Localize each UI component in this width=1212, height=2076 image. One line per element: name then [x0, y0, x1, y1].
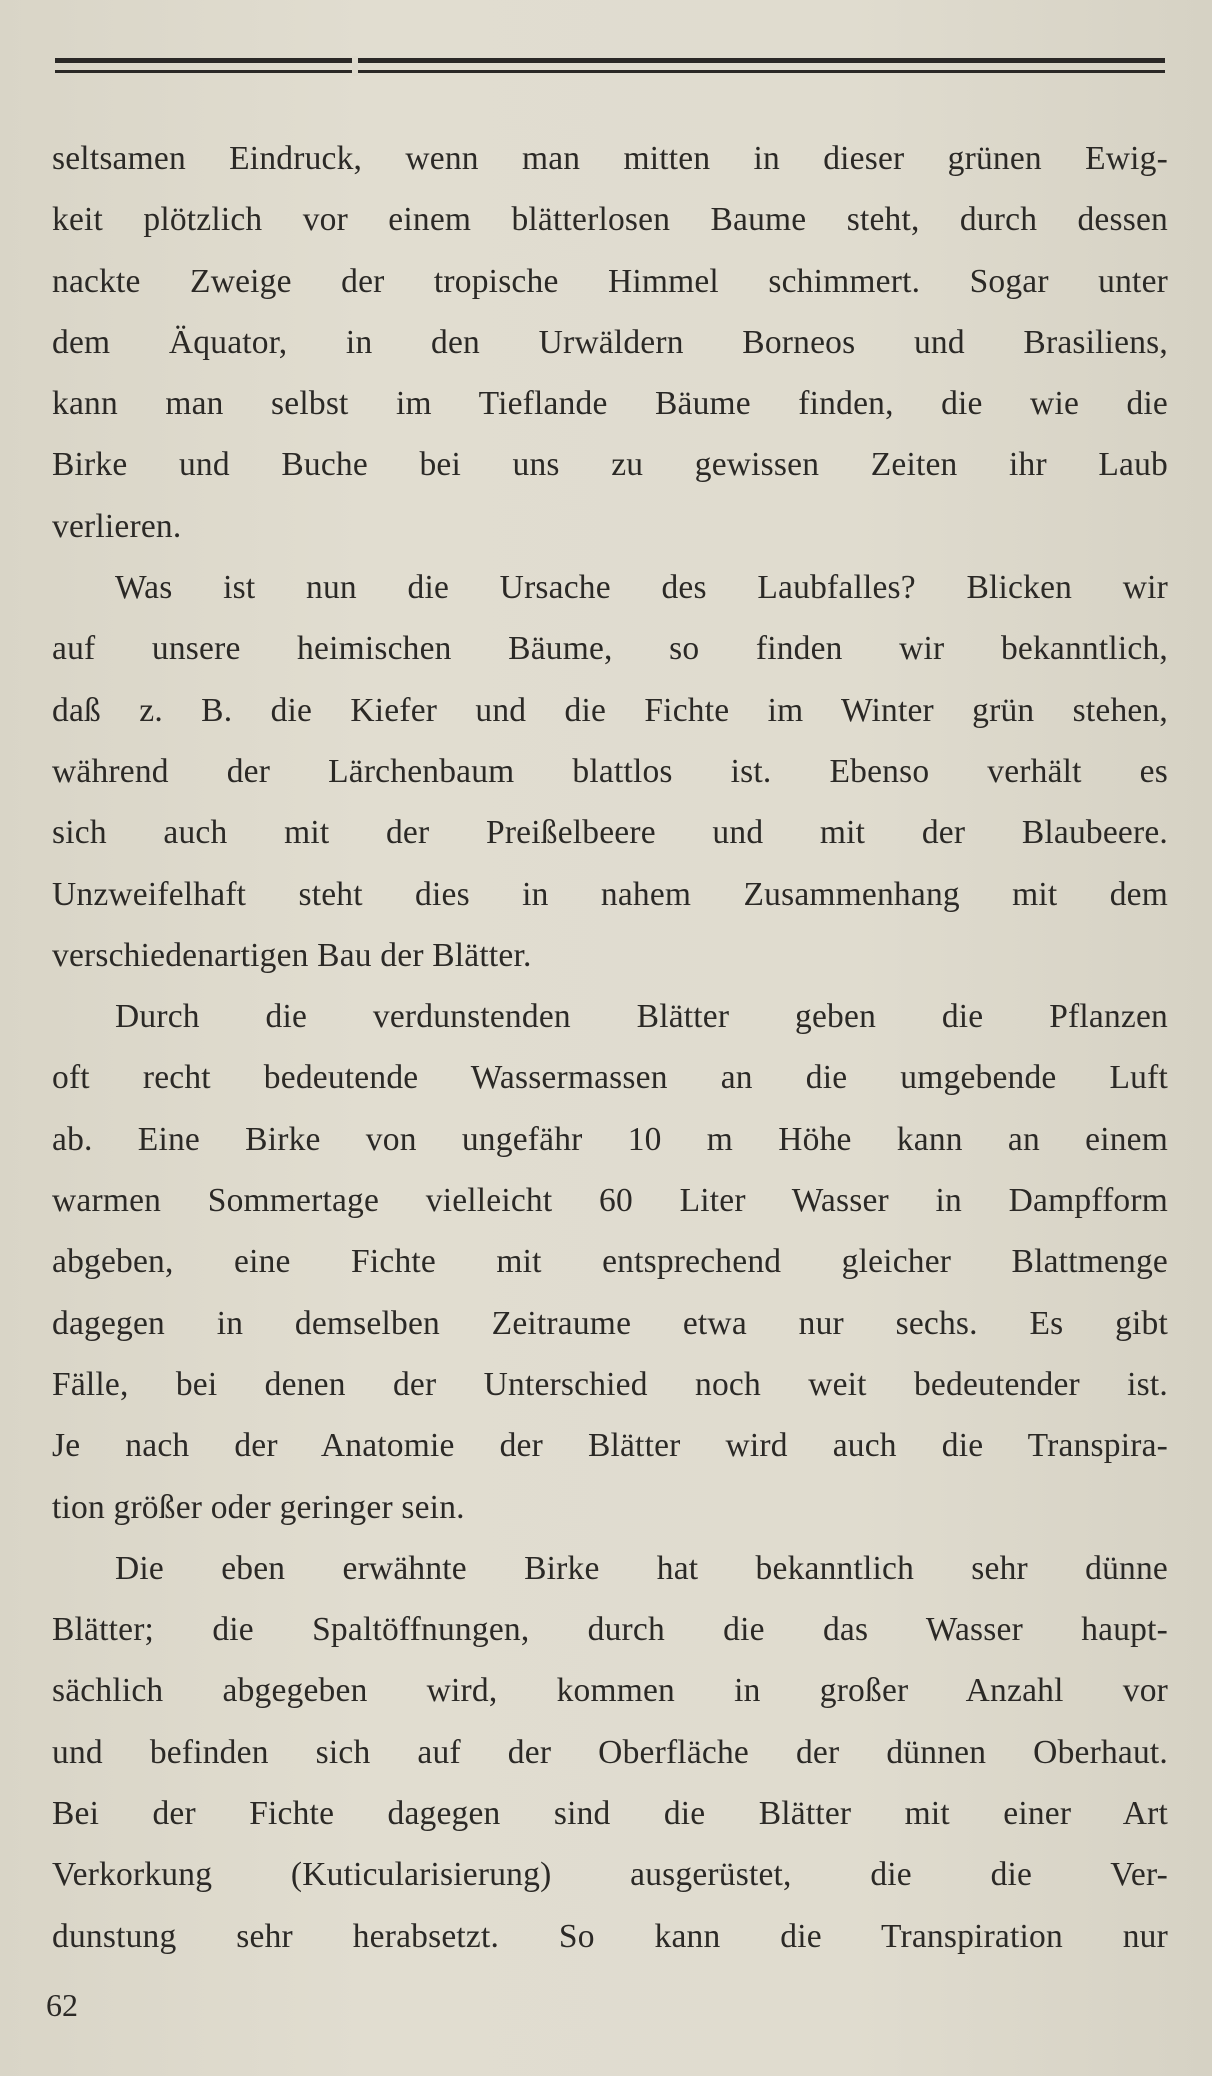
text-line: dunstung sehr herabsetzt. So kann die Transpiration nur [52, 1917, 1168, 1955]
text-line: abgeben, eine Fichte mit entsprechend gleicher Blattmenge [52, 1243, 1168, 1281]
text-line: Fälle, bei denen der Unterschied noch weit bedeutender ist. [52, 1365, 1168, 1403]
header-rule-top [55, 58, 1165, 63]
text-line: Bei der Fichte dagegen sind die Blätter mit einer Art [52, 1795, 1168, 1833]
header-rule-bottom [55, 70, 1165, 73]
text-line: seltsamen Eindruck, wenn man mitten in dieser grünen Ewig- [52, 140, 1168, 177]
text-line: dem Äquator, in den Urwäldern Borneos und Brasiliens, [52, 323, 1168, 361]
header-rule-gap [352, 56, 358, 76]
text-line: verschiedenartigen Bau der Blätter. [52, 936, 532, 974]
text-line: oft recht bedeutende Wassermassen an die umgebende Luft [52, 1059, 1168, 1097]
text-line: warmen Sommertage vielleicht 60 Liter Wasser in Dampfform [52, 1182, 1168, 1220]
text-line: tion größer oder geringer sein. [52, 1488, 465, 1526]
text-line: verlieren. [52, 507, 182, 545]
text-line: Je nach der Anatomie der Blätter wird auch die Transpira- [52, 1427, 1168, 1465]
text-line: Durch die verdunstenden Blätter geben die Pflanzen [115, 998, 1168, 1036]
text-line: Blätter; die Spaltöffnungen, durch die das Wasser haupt- [52, 1611, 1168, 1649]
text-line: daß z. B. die Kiefer und die Fichte im Winter grün stehen, [52, 691, 1168, 729]
text-line: Verkorkung (Kuticularisierung) ausgerüstet, die die Ver- [52, 1856, 1168, 1894]
text-line: ab. Eine Birke von ungefähr 10 m Höhe kann an einem [52, 1120, 1168, 1158]
text-line: auf unsere heimischen Bäume, so finden wir bekanntlich, [52, 630, 1168, 668]
text-line: während der Lärchenbaum blattlos ist. Ebenso verhält es [52, 752, 1168, 790]
text-line: und befinden sich auf der Oberfläche der dünnen Oberhaut. [52, 1733, 1168, 1771]
text-line: nackte Zweige der tropische Himmel schimmert. Sogar unter [52, 262, 1168, 300]
text-line: Unzweifelhaft steht dies in nahem Zusammenhang mit dem [52, 875, 1168, 913]
text-line: keit plötzlich vor einem blätterlosen Baume steht, durch dessen [52, 201, 1168, 239]
text-line: dagegen in demselben Zeitraume etwa nur sechs. Es gibt [52, 1304, 1168, 1342]
text-line: Birke und Buche bei uns zu gewissen Zeiten ihr Laub [52, 446, 1168, 484]
text-line: sich auch mit der Preißelbeere und mit der Blaubeere. [52, 814, 1168, 852]
text-line: Die eben erwähnte Birke hat bekanntlich sehr dünne [115, 1549, 1168, 1587]
text-line: kann man selbst im Tieflande Bäume finden, die wie die [52, 385, 1168, 423]
text-line: Was ist nun die Ursache des Laubfalles? Blicken wir [115, 569, 1168, 607]
text-line: sächlich abgegeben wird, kommen in großer Anzahl vor [52, 1672, 1168, 1710]
body-text [52, 128, 1168, 1967]
page-number: 62 [46, 1987, 78, 2023]
